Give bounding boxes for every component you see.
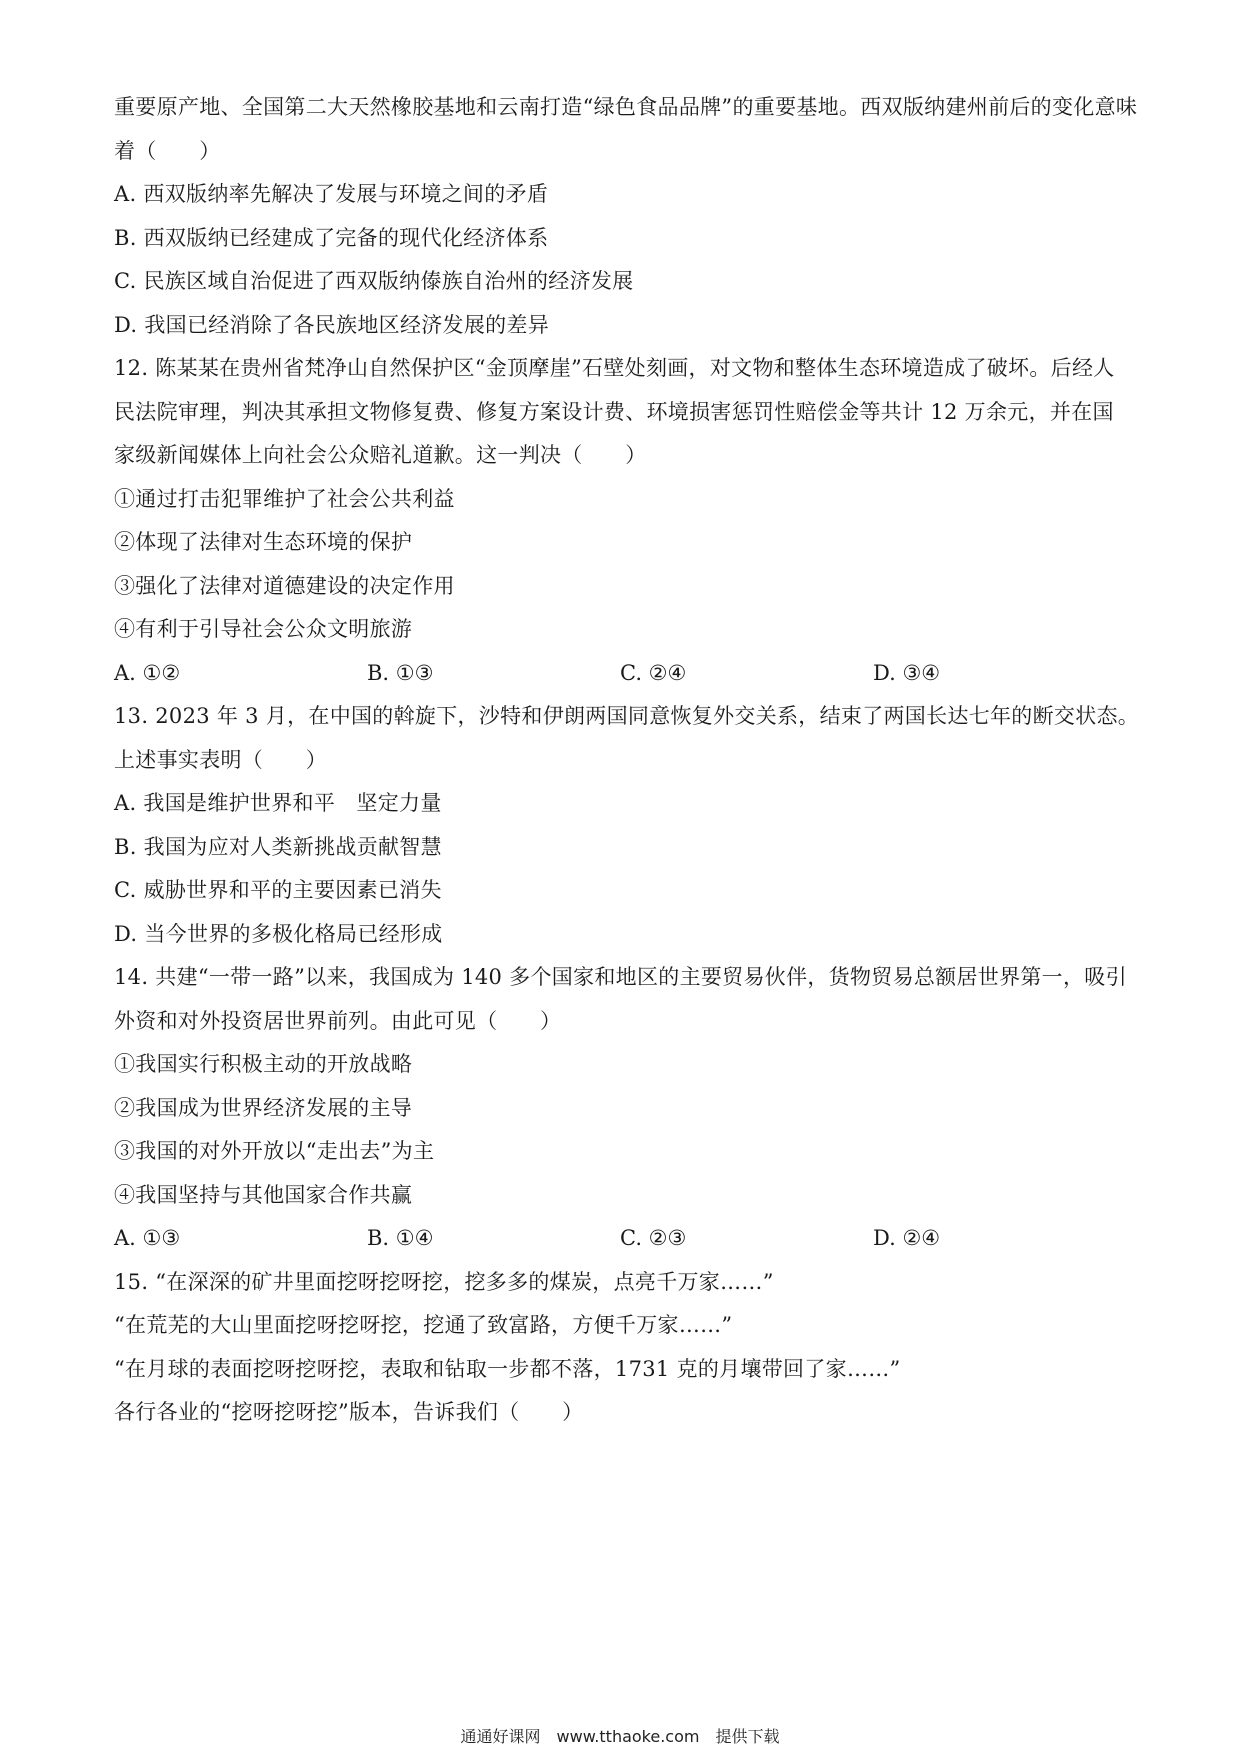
- q11-option-d: D. 我国已经消除了各民族地区经济发展的差异: [114, 313, 550, 337]
- q12-statement-3: ③强化了法律对道德建设的决定作用: [114, 574, 455, 598]
- q12-stem-line-2: 民法院审理，判决其承担文物修复费、修复方案设计费、环境损害惩罚性赔偿金等共计 12 万余元，并在国: [114, 400, 1114, 424]
- q13-stem-line-1: 13. 2023 年 3 月，在中国的斡旋下，沙特和伊朗两国同意恢复外交关系，结束了两国长达七年的断交状态。: [114, 704, 1140, 728]
- q13-option-c: C. 威胁世界和平的主要因素已消失: [114, 878, 442, 902]
- q15-lyric-line-3: “在月球的表面挖呀挖呀挖，表取和钻取一步都不落，1731 克的月壤带回了家……”: [114, 1357, 901, 1381]
- q12-statement-2: ②体现了法律对生态环境的保护: [114, 530, 413, 554]
- q14-statement-1: ①我国实行积极主动的开放战略: [114, 1052, 413, 1076]
- q14-statement-2: ②我国成为世界经济发展的主导: [114, 1096, 413, 1120]
- q12-choice-d: D. ③④: [873, 661, 941, 685]
- q12-choice-b: B. ①③: [367, 661, 434, 685]
- q14-statement-4: ④我国坚持与其他国家合作共赢: [114, 1183, 413, 1207]
- q11-option-a: A. 西双版纳率先解决了发展与环境之间的矛盾: [114, 182, 549, 206]
- q13-option-b: B. 我国为应对人类新挑战贡献智慧: [114, 835, 442, 859]
- q12-statement-4: ④有利于引导社会公众文明旅游: [114, 617, 413, 641]
- q15-stem-line: 各行各业的“挖呀挖呀挖”版本，告诉我们（ ）: [114, 1400, 584, 1424]
- q13-stem-line-2: 上述事实表明（ ）: [114, 748, 327, 772]
- q15-lyric-line-1: 15. “在深深的矿井里面挖呀挖呀挖，挖多多的煤炭，点亮千万家……”: [114, 1270, 774, 1294]
- q14-statement-3: ③我国的对外开放以“走出去”为主: [114, 1139, 435, 1163]
- q12-choice-c: C. ②④: [620, 661, 687, 685]
- q12-statement-1: ①通过打击犯罪维护了社会公共利益: [114, 487, 455, 511]
- q13-option-a: A. 我国是维护世界和平 坚定力量: [114, 791, 442, 815]
- q14-stem-line-1: 14. 共建“一带一路”以来，我国成为 140 多个国家和地区的主要贸易伙伴，货物贸易总额居世界第一，吸引: [114, 965, 1127, 989]
- q14-choice-c: C. ②③: [620, 1226, 687, 1250]
- q14-choice-d: D. ②④: [873, 1226, 941, 1250]
- q15-lyric-line-2: “在荒芜的大山里面挖呀挖呀挖，挖通了致富路，方便千万家……”: [114, 1313, 733, 1337]
- q11-option-c: C. 民族区域自治促进了西双版纳傣族自治州的经济发展: [114, 269, 634, 293]
- q13-option-d: D. 当今世界的多极化格局已经形成: [114, 922, 443, 946]
- q14-stem-line-2: 外资和对外投资居世界前列。由此可见（ ）: [114, 1009, 562, 1033]
- q12-stem-line-3: 家级新闻媒体上向社会公众赔礼道歉。这一判决（ ）: [114, 443, 647, 467]
- q12-stem-line-1: 12. 陈某某在贵州省梵净山自然保护区“金顶摩崖”石壁处刻画，对文物和整体生态环境造成了破坏。后经人: [114, 356, 1115, 380]
- q11-stem-line-2: 着（ ）: [114, 139, 221, 163]
- q12-choice-a: A. ①②: [114, 661, 181, 685]
- q14-choice-a: A. ①③: [114, 1226, 181, 1250]
- page-footer: 通通好课网 www.tthaoke.com 提供下载: [460, 1727, 780, 1746]
- q11-option-b: B. 西双版纳已经建成了完备的现代化经济体系: [114, 226, 549, 250]
- q14-choice-b: B. ①④: [367, 1226, 434, 1250]
- q11-stem-line-1: 重要原产地、全国第二大天然橡胶基地和云南打造“绿色食品品牌”的重要基地。西双版纳建州前后的变化意味: [114, 95, 1138, 119]
